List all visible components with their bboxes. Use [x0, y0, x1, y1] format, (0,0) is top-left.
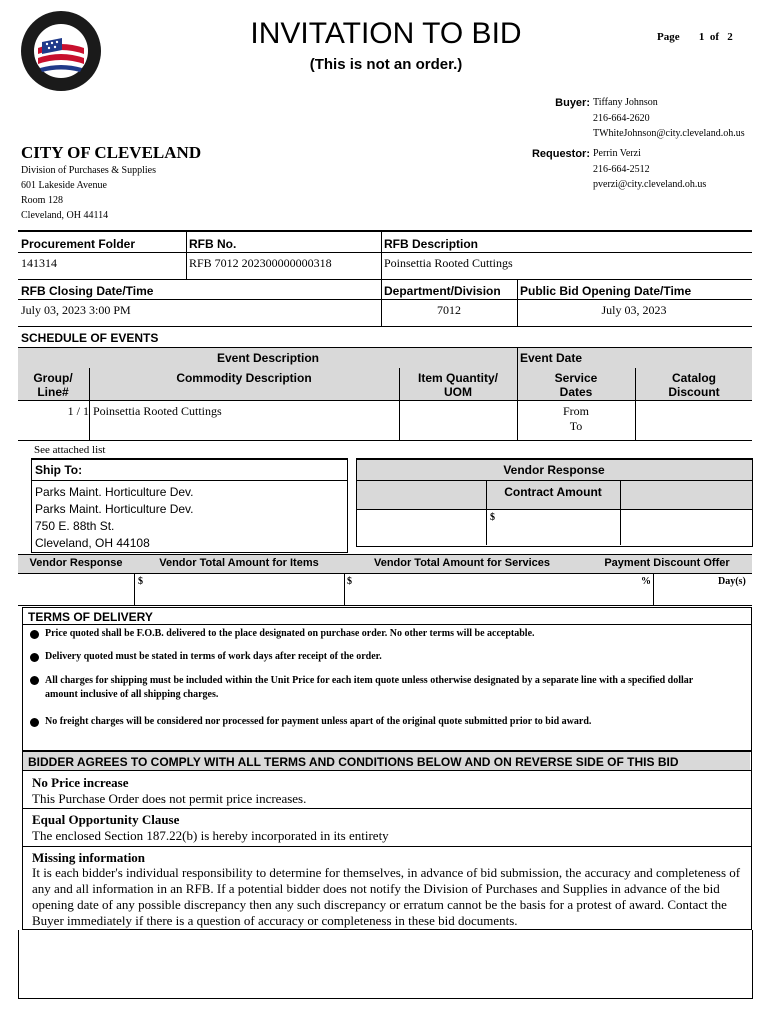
ship-to-label: Ship To: — [35, 463, 83, 477]
requestor-phone: 216-664-2512 — [593, 164, 650, 175]
catalog-discount-header: Catalog Discount — [668, 371, 720, 399]
discount-percent-input[interactable]: % — [641, 576, 651, 587]
org-address: 601 Lakeside Avenue — [21, 180, 107, 191]
event-date-header: Event Date — [520, 351, 583, 365]
bullet-icon — [30, 676, 39, 685]
missing-information-title: Missing information — [32, 850, 146, 865]
requestor-email: pverzi@city.cleveland.oh.us — [593, 179, 707, 190]
terms-of-delivery-label: TERMS OF DELIVERY — [28, 610, 153, 624]
equal-opportunity-title: Equal Opportunity Clause — [32, 812, 180, 827]
contract-amount-header: Contract Amount — [504, 485, 602, 499]
equal-opportunity-text: The enclosed Section 187.22(b) is hereby incorporated in its entirety — [32, 828, 389, 843]
term-shipping-charges: All charges for shipping must be included within the Unit Price for each item quote unless otherwise designated by a separate line with a specified dollar amount inclusive of all shipping charges. — [45, 675, 694, 700]
procurement-folder-label: Procurement Folder — [21, 237, 136, 251]
discount-days-input[interactable]: Day(s) — [718, 576, 746, 587]
bullet-icon — [30, 653, 39, 662]
qty-uom-header: Item Quantity/ UOM — [417, 371, 498, 399]
org-room: Room 128 — [21, 195, 63, 206]
total-services-input[interactable]: $ — [347, 576, 352, 587]
opening-date-label: Public Bid Opening Date/Time — [520, 284, 692, 298]
no-price-increase-text: This Purchase Order does not permit price increases. — [32, 791, 307, 806]
missing-information-text: It is each bidder's individual responsibility to determine for themselves, in advance of bid submission, the accuracy and completeness of any and all information in an RFB. If a potential bidder does not notify the Division of Purchases and Supplies in advance of the bid opening date of any possible discrepancy then any such discrepancy or erratum cannot be the basis for a protest of award. Contact the Buyer immediately if there is a question of accuracy or completeness in these bid documents. — [32, 865, 741, 928]
bidder-agrees-header: BIDDER AGREES TO COMPLY WITH ALL TERMS AND CONDITIONS BELOW AND ON REVERSE SIDE OF THIS BID — [28, 755, 679, 769]
department-value: 7012 — [437, 303, 461, 317]
payment-discount-header: Payment Discount Offer — [604, 557, 730, 569]
buyer-phone: 216-664-2620 — [593, 113, 650, 124]
rfb-no-value: RFB 7012 202300000000318 — [189, 256, 332, 270]
ship-to-line-1: Parks Maint. Horticulture Dev. — [35, 485, 194, 499]
opening-date-value: July 03, 2023 — [601, 303, 667, 317]
total-services-header: Vendor Total Amount for Services — [373, 557, 551, 569]
item-service-to: To — [569, 419, 583, 433]
see-attached-note: See attached list — [34, 444, 106, 456]
ship-to-line-4: Cleveland, OH 44108 — [35, 536, 150, 550]
term-freight: No freight charges will be considered nor processed for payment unless apart of the original quote submitted prior to bid award. — [45, 716, 592, 727]
service-dates-header: Service Dates — [554, 371, 598, 399]
item-commodity-description: Poinsettia Rooted Cuttings — [93, 404, 222, 418]
event-description-header: Event Description — [216, 351, 320, 365]
closing-date-label: RFB Closing Date/Time — [21, 284, 154, 298]
ship-to-line-3: 750 E. 88th St. — [35, 519, 115, 533]
rfb-description-value: Poinsettia Rooted Cuttings — [384, 256, 513, 270]
closing-date-value: July 03, 2023 3:00 PM — [21, 303, 131, 317]
item-service-from: From — [562, 404, 589, 418]
buyer-label: Buyer: — [555, 97, 590, 109]
buyer-email: TWhiteJohnson@city.cleveland.oh.us — [593, 128, 745, 139]
ship-to-line-2: Parks Maint. Horticulture Dev. — [35, 502, 194, 516]
buyer-name: Tiffany Johnson — [593, 97, 658, 108]
org-city: Cleveland, OH 44114 — [21, 210, 109, 221]
department-label: Department/Division — [384, 284, 501, 298]
total-items-header: Vendor Total Amount for Items — [159, 557, 319, 569]
item-line-number: 1 / 1 — [67, 404, 89, 418]
blank-area — [18, 930, 753, 999]
procurement-folder-value: 141314 — [21, 256, 57, 270]
requestor-name: Perrin Verzi — [593, 148, 641, 159]
document-title: INVITATION TO BID — [250, 17, 522, 50]
vendor-response-col-header: Vendor Response — [29, 557, 123, 569]
contract-amount-input[interactable]: $ — [490, 512, 495, 523]
no-price-increase-title: No Price increase — [32, 775, 129, 790]
city-seal-logo — [20, 10, 102, 92]
schedule-label: SCHEDULE OF EVENTS — [21, 331, 159, 345]
commodity-header: Commodity Description — [176, 371, 312, 385]
requestor-label: Requestor: — [531, 148, 590, 160]
rfb-no-label: RFB No. — [189, 237, 237, 251]
term-delivery-days: Delivery quoted must be stated in terms of work days after receipt of the order. — [45, 651, 382, 662]
total-items-input[interactable]: $ — [138, 576, 143, 587]
bullet-icon — [30, 630, 39, 639]
page-indicator: Page 1 of 2 — [657, 31, 733, 43]
term-fob: Price quoted shall be F.O.B. delivered to the place designated on purchase order. No other terms will be acceptable. — [45, 628, 535, 639]
bullet-icon — [30, 718, 39, 727]
document-subtitle: (This is not an order.) — [309, 56, 463, 73]
vendor-response-header: Vendor Response — [503, 463, 605, 477]
group-line-header: Group/ Line# — [33, 371, 73, 399]
org-division: Division of Purchases & Supplies — [21, 165, 156, 176]
rfb-description-label: RFB Description — [384, 237, 479, 251]
org-name: CITY OF CLEVELAND — [21, 143, 202, 162]
